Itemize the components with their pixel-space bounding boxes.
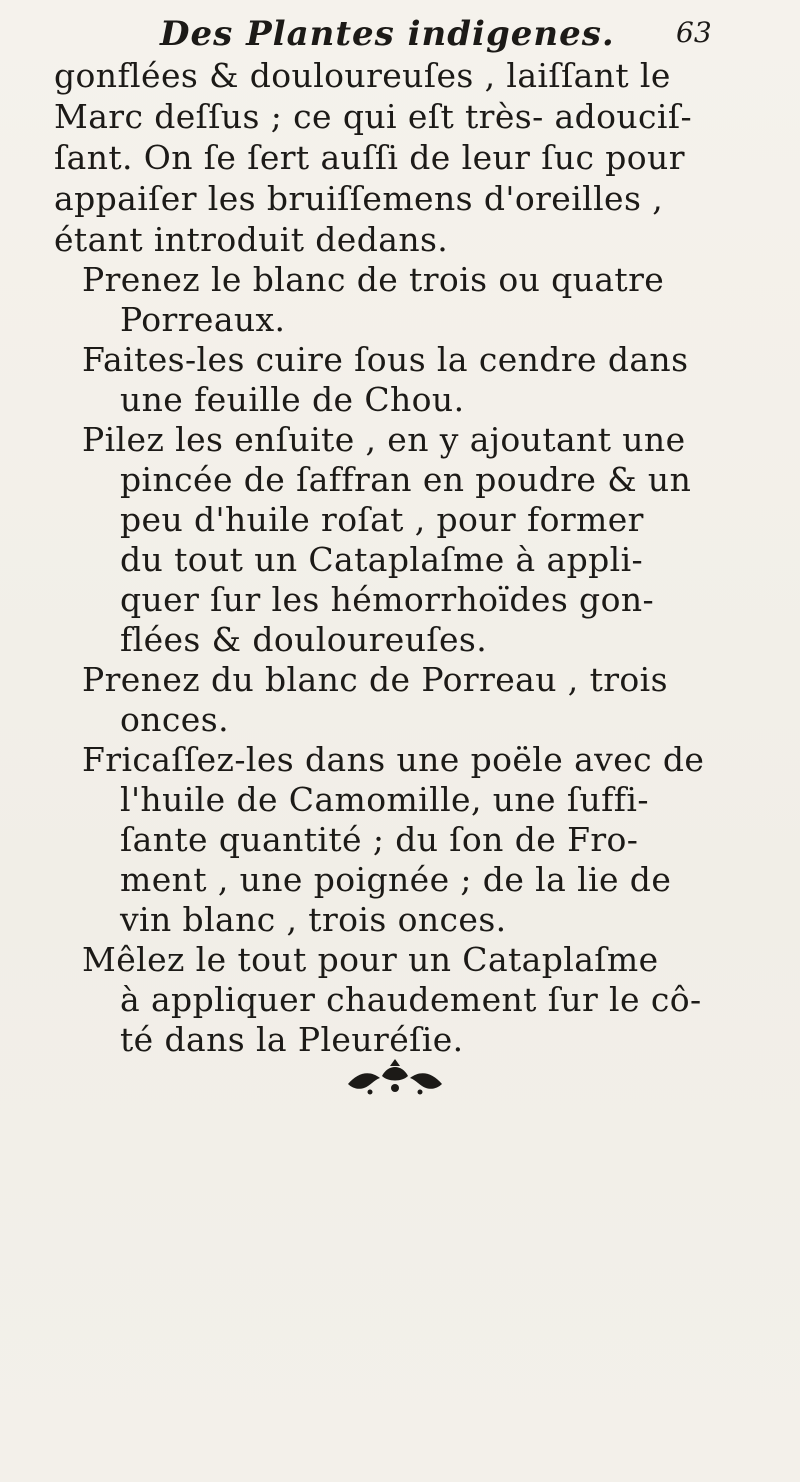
running-title: Des Plantes indigenes. bbox=[160, 14, 615, 54]
text-line: à appliquer chaudement ſur le cô- bbox=[120, 980, 702, 1019]
text-line: l'huile de Camomille, une ſuffi- bbox=[120, 780, 649, 819]
text-line: flées & douloureuſes. bbox=[120, 620, 488, 659]
text-line: du tout un Cataplaſme à appli- bbox=[120, 540, 644, 579]
page-number: 63 bbox=[676, 16, 712, 49]
text-line: Mêlez le tout pour un Cataplaſme bbox=[82, 940, 659, 979]
text-line: Prenez le blanc de trois ou quatre bbox=[82, 260, 665, 299]
text-line: ment , une poignée ; de la lie de bbox=[120, 860, 672, 899]
text-line: Prenez du blanc de Porreau , trois bbox=[82, 660, 668, 699]
text-line: ſant. On ſe ſert auſſi de leur ſuc pour bbox=[54, 138, 685, 177]
text-line: ſante quantité ; du ſon de Fro- bbox=[120, 820, 639, 859]
text-line: vin blanc , trois onces. bbox=[120, 900, 507, 939]
text-line: Faites-les cuire ſous la cendre dans bbox=[82, 340, 689, 379]
text-line: peu d'huile roſat , pour former bbox=[120, 500, 644, 539]
fleuron-ornament-icon bbox=[340, 1058, 450, 1100]
text-line: étant introduit dedans. bbox=[54, 220, 449, 259]
text-line: une feuille de Chou. bbox=[120, 380, 465, 419]
text-line: onces. bbox=[120, 700, 229, 739]
running-header bbox=[0, 14, 800, 58]
text-line: pincée de ſaffran en poudre & un bbox=[120, 460, 692, 499]
text-line: Pilez les enſuite , en y ajoutant une bbox=[82, 420, 686, 459]
text-line: Porreaux. bbox=[120, 300, 286, 339]
text-line: appaiſer les bruiſſemens d'oreilles , bbox=[54, 179, 664, 218]
text-line: Fricaſſez-les dans une poële avec de bbox=[82, 740, 705, 779]
text-line: té dans la Pleuréſie. bbox=[120, 1020, 464, 1059]
text-line: Marc deſſus ; ce qui eſt très- adouciſ- bbox=[54, 97, 693, 136]
text-line: gonflées & douloureuſes , laiſſant le bbox=[54, 56, 671, 95]
text-line: quer ſur les hémorrhoïdes gon- bbox=[120, 580, 655, 619]
